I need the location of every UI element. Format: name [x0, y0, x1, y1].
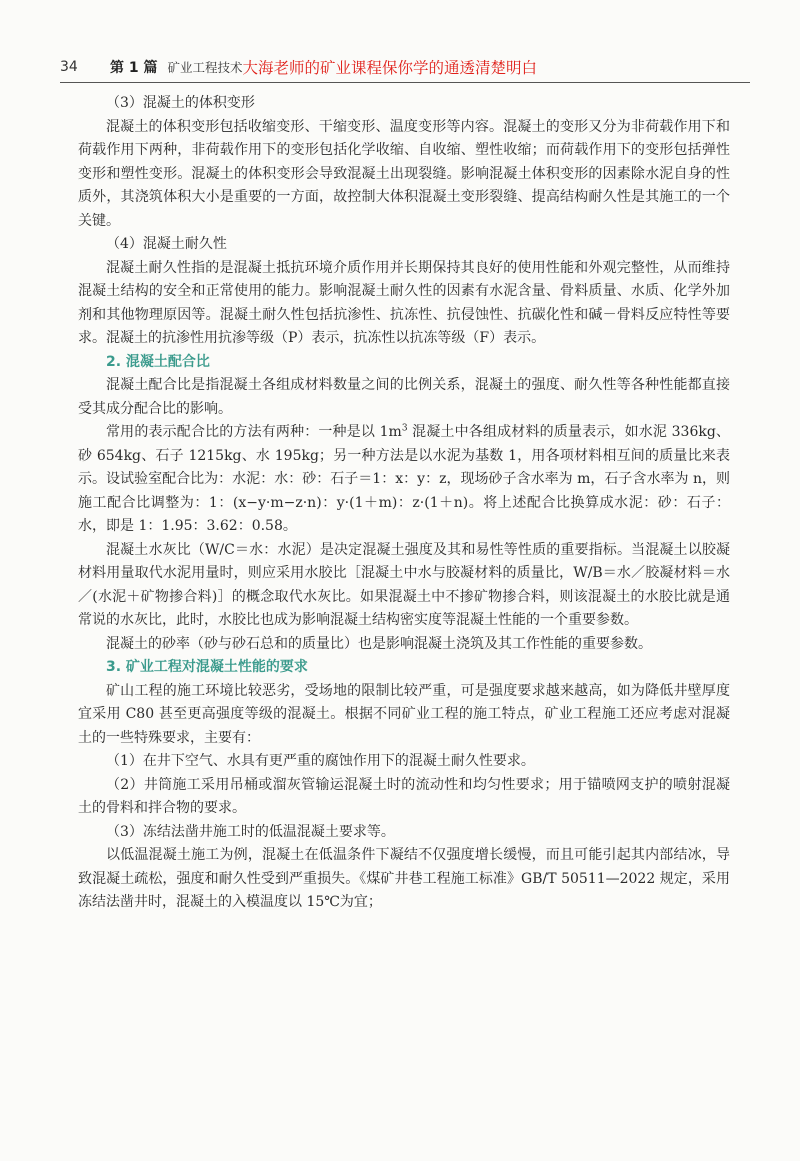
body-text — [78, 92, 730, 915]
part-label: 第 1 篇 — [110, 60, 158, 76]
subheading-volume-deformation: （3）混凝土的体积变形 — [106, 95, 255, 111]
paragraph: 混凝土水灰比（W/C＝水：水泥）是决定混凝土强度及其和易性等性质的重要指标。当混凝土以胶凝材料用量取代水泥用量时，则应采用水胶比［混凝土中水与胶凝材料的质量比，W/B＝水／胶凝材料＝水／(水泥＋矿物掺合料)］的概念取代水灰比。如果混凝土中不掺矿物掺合料，则该混凝土的水胶比就是通常说的水灰比，此时，水胶比也成为影响混凝土结构密实度等混凝土性能的一个重要参数。 — [78, 541, 730, 628]
page-number: 34 — [60, 59, 78, 75]
paragraph-text: 混凝土中各组成材料的质量表示，如水泥 336kg、砂 654kg、石子 1215kg、水 195kg；另一种方法是以水泥为基数 1，用各项材料相互间的质量比来表示。设试验室配合比为：水泥：水：砂：石子＝1：x：y：z，现场砂子含水率为 m，石子含水率为 n，则施工配合比调整为：1：(x−y·m−z·n)：y·(1＋m)：z·(1＋n)。将上述配合比换算成水泥：砂：石子：水，即是 1：1.95：3.62：0.58。 — [78, 424, 730, 534]
list-item: （2）井筒施工采用吊桶或溜灰管输运混凝土时的流动性和均匀性要求；用于锚喷网支护的喷射混凝土的骨料和拌合物的要求。 — [78, 776, 730, 816]
paragraph: 混凝土的体积变形包括收缩变形、干缩变形、温度变形等内容。混凝土的变形又分为非荷载作用下和荷载作用下两种，非荷载作用下的变形包括化学收缩、自收缩、塑性收缩；而荷载作用下的变形包括弹性变形和塑性变形。混凝土的体积变形会导致混凝土出现裂缝。影响混凝土体积变形的因素除水泥自身的性质外，其浇筑体积大小是重要的一方面，故控制大体积混凝土变形裂缝、提高结构耐久性是其施工的一个关键。 — [78, 118, 730, 229]
paragraph: 混凝土的砂率（砂与砂石总和的质量比）也是影响混凝土浇筑及其工作性能的重要参数。 — [106, 635, 652, 652]
running-header — [60, 52, 750, 82]
promo-overlay-text: 大海老师的矿业课程保你学的通透清楚明白 — [242, 59, 538, 77]
section-heading-mix-ratio: 2. 混凝土配合比 — [106, 353, 210, 370]
book-title: 矿业工程技术 — [167, 60, 243, 75]
paragraph-mix-ratio-methods — [78, 421, 730, 539]
paragraph-text: 常用的表示配合比的方法有两种：一种是以 1m — [106, 424, 402, 440]
subheading-durability: （4）混凝土耐久性 — [106, 236, 227, 252]
section-heading-mining-requirements: 3. 矿业工程对混凝土性能的要求 — [106, 659, 308, 675]
list-item: （1）在井下空气、水具有更严重的腐蚀作用下的混凝土耐久性要求。 — [106, 753, 535, 769]
paragraph: 混凝土配合比是指混凝土各组成材料数量之间的比例关系，混凝土的强度、耐久性等各种性能都直接受其成分配合比的影响。 — [78, 377, 730, 417]
paragraph: 混凝土耐久性指的是混凝土抵抗环境介质作用并长期保持其良好的使用性能和外观完整性，从而维持混凝土结构的安全和正常使用的能力。影响混凝土耐久性的因素有水泥含量、骨料质量、水质、化学外加剂和其他物理原因等。混凝土耐久性包括抗渗性、抗冻性、抗侵蚀性、抗碳化性和碱－骨料反应特性等要求。混凝土的抗渗性用抗渗等级（P）表示，抗冻性以抗冻等级（F）表示。 — [78, 259, 730, 346]
paragraph: 以低温混凝土施工为例，混凝土在低温条件下凝结不仅强度增长缓慢，而且可能引起其内部结冰，导致混凝土疏松，强度和耐久性受到严重损失。《煤矿井巷工程施工标准》GB/T 50511—2022 规定，采用冻结法凿井时，混凝土的入模温度以 15℃为宜； — [78, 847, 730, 910]
header-rule — [60, 82, 750, 83]
superscript: 3 — [401, 423, 408, 434]
list-item: （3）冻结法凿井施工时的低温混凝土要求等。 — [106, 823, 395, 840]
paragraph: 矿山工程的施工环境比较恶劣，受场地的限制比较严重，可是强度要求越来越高，如为降低井壁厚度宜采用 C80 甚至更高强度等级的混凝土。根据不同矿业工程的施工特点，矿业工程施工还应考虑对混凝土的一些特殊要求，主要有： — [78, 682, 730, 746]
